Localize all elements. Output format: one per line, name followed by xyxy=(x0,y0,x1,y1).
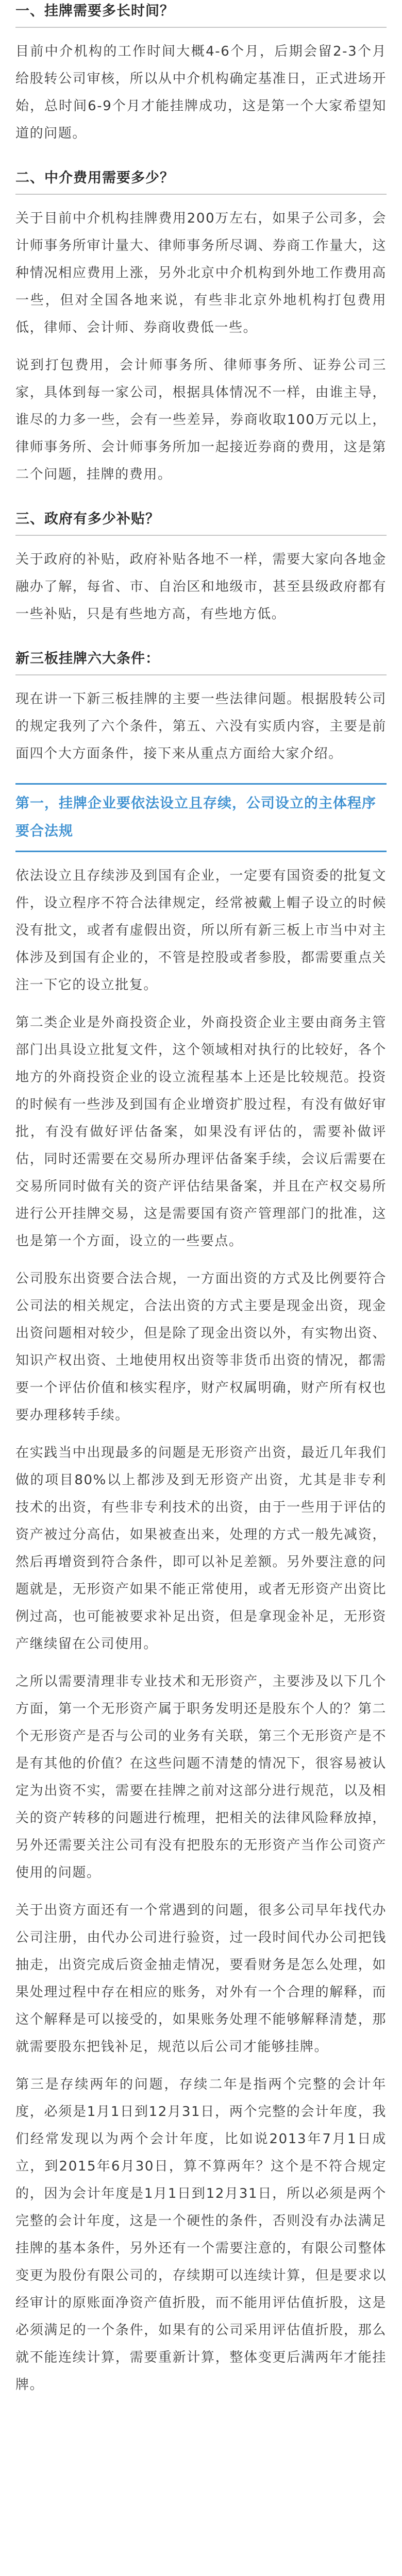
paragraph: 说到打包费用，会计师事务所、律师事务所、证券公司三家，具体到每一家公司，根据具体情况不一样，由谁主导，谁尽的力多一些，会有一些差异，券商收取100万元以上，律师事务所、会计师事务所加一起接近券商的费用，这是第二个问题，挂牌的费用。 xyxy=(15,358,387,482)
paragraph: 第二类企业是外商投资企业，外商投资企业主要由商务主管部门出具设立批复文件，这个领域相对执行的比较好，各个地方的外商投资企业的设立流程基本上还是比较规范。投资的时候有一些涉及到国有企业增资扩股过程，有没有做好审批，有没有做好评估备案，如果没有评估的，需要补做评估，同时还需要在交易所办理评估备案手续，会议后需要在交易所同时做有关的资产评估结果备案，并且在产权交易所进行公开挂牌交易，这是需要国有资产管理部门的批准，这也是第一个方面，设立的一些要点。 xyxy=(15,1015,387,1249)
paragraph: 现在讲一下新三板挂牌的主要一些法律问题。根据股转公司的规定我列了六个条件，第五、六没有实质内容，主要是前面四个大方面条件，接下来从重点方面给大家介绍。 xyxy=(15,691,387,761)
divider xyxy=(15,194,387,195)
paragraph: 公司股东出资要合法合规，一方面出资的方式及比例要符合公司法的相关规定，合法出资的方式主要是现金出资，现金出资问题相对较少，但是除了现金出资以外，有实物出资、知识产权出资、土地使用权出资等非货币出资的情况，都需要一个评估价值和核实程序，财产权属明确，财产所有权也要办理移转手续。 xyxy=(15,1271,387,1423)
paragraph: 目前中介机构的工作时间大概4-6个月，后期会留2-3个月给股转公司审核，所以从中介机构确定基准日，正式进场开始，总时间6-9个月才能挂牌成功，这是第一个大家希望知道的问题。 xyxy=(15,44,387,141)
article xyxy=(0,1,402,2399)
divider xyxy=(15,27,387,28)
paragraph: 关于政府的补贴，政府补贴各地不一样，需要大家向各地金融办了解，每省、市、自治区和地级市，甚至县级政府都有一些补贴，只是有些地方高，有些地方低。 xyxy=(15,552,387,622)
section-heading-2: 二、中介费用需要多少？ xyxy=(15,170,174,186)
paragraph: 关于出资方面还有一个常遇到的问题，很多公司早年找代办公司注册，由代办公司进行验资，过一段时间代办公司把钱抽走，出资完成后资金抽走情况，要看财务是怎么处理，如果处理过程中存在相应的账务，对外有一个合理的解释，而这个解释是可以接受的，如果账务处理不能够解释清楚，那就需要股东把钱补足，规范以后公司才能够挂牌。 xyxy=(15,1903,387,2055)
section-heading-4: 新三板挂牌六大条件： xyxy=(15,651,160,667)
paragraph: 依法设立且存续涉及到国有企业，一定要有国资委的批复文件，设立程序不符合法律规定，经常被戴上帽子设立的时候没有批文，或者有虚假出资，所以所有新三板上市当中对主体涉及到国有企业的，不管是控股或者参股，都需要重点关注一下它的设立批复。 xyxy=(15,868,387,993)
section-heading-1: 一、挂牌需要多长时间？ xyxy=(15,3,174,19)
blue-divider xyxy=(15,851,387,852)
section-heading-3: 三、政府有多少补贴？ xyxy=(15,511,160,527)
divider xyxy=(15,535,387,536)
paragraph: 关于目前中介机构挂牌费用200万左右，如果子公司多，会计师事务所审计量大、律师事务所尽调、券商工作量大，这种情况相应费用上涨，另外北京中介机构到外地工作费用高一些，但对全国各地来说，有些非北京外地机构打包费用低，律师、会计师、券商收费低一些。 xyxy=(15,211,387,335)
divider xyxy=(15,674,387,675)
paragraph: 第三是存续两年的问题，存续二年是指两个完整的会计年度，必须是1月1日到12月31日，两个完整的会计年度，我们经常发现以为两个会计年度，比如说2013年7月1日成立，到2015年6月30日，算不算两年？这个是不符合规定的，因为会计年度是1月1日到12月31日，所以必须是两个完整的会计年度，这是一个硬性的条件，否则没有办法满足挂牌的基本条件，另外还有一个需要注意的，有限公司整体变更为股份有限公司的，存续期可以连续计算，但是要求以经审计的原账面净资产值折股，而不能用评估值折股，这是必须满足的一个条件，如果有的公司采用评估值折股，那么就不能连续计算，需要重新计算，整体变更后满两年才能挂牌。 xyxy=(15,2077,387,2393)
paragraph: 之所以需要清理非专业技术和无形资产，主要涉及以下几个方面，第一个无形资产属于职务发明还是股东个人的？第二个无形资产是否与公司的业务有关联，第三个无形资产是不是有其他的价值？在这些问题不清楚的情况下，很容易被认定为出资不实，需要在挂牌之前对这部分进行规范，以及相关的资产转移的问题进行梳理，把相关的法律风险释放掉，另外还需要关注公司有没有把股东的无形资产当作公司资产使用的问题。 xyxy=(15,1674,387,1880)
blue-divider xyxy=(15,783,387,785)
subsection-title: 第一，挂牌企业要依法设立且存续，公司设立的主体程序要合法规 xyxy=(15,795,376,839)
paragraph: 在实践当中出现最多的问题是无形资产出资，最近几年我们做的项目80%以上都涉及到无形资产出资，尤其是非专利技术的出资，有些非专利技术的出资，由于一些用于评估的资产被过分高估，如果被查出来，处理的方式一般先减资，然后再增资到符合条件，即可以补足差额。另外要注意的问题就是，无形资产如果不能正常使用，或者无形资产出资比例过高，也可能被要求补足出资，但是拿现金补足，无形资产继续留在公司使用。 xyxy=(15,1445,387,1652)
